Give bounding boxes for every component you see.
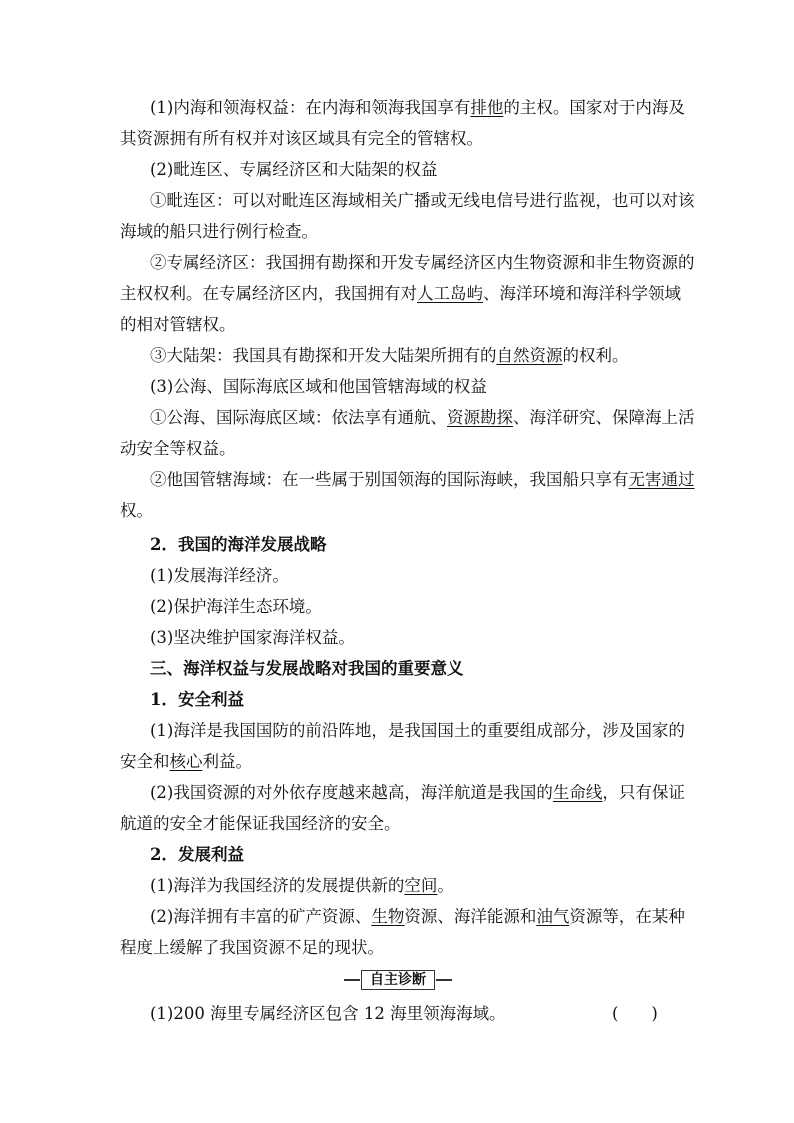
text-run: (2)保护海洋生态环境。 xyxy=(150,597,322,616)
text-run: ①毗连区：可以对毗连区海域相关广播或无线电信号进行监视，也可以对该 xyxy=(150,191,695,210)
answer-blank: ( ) xyxy=(612,1004,658,1023)
text-run: 的相对管辖权。 xyxy=(120,315,236,334)
text-run: 2．我国的海洋发展战略 xyxy=(150,535,327,554)
text-line xyxy=(120,129,680,149)
text-run: 的权利。 xyxy=(562,346,629,365)
section-heading xyxy=(150,845,710,865)
text-run: ，只有保证 xyxy=(602,783,685,802)
text-run: 三、海洋权益与发展战略对我国的重要意义 xyxy=(150,659,464,678)
underlined-term: 无害通过 xyxy=(628,470,695,489)
text-line xyxy=(150,876,710,896)
text-line xyxy=(150,346,710,366)
text-run: 、海洋研究、保障海上活 xyxy=(513,408,695,427)
underlined-term: 生物 xyxy=(371,907,405,926)
text-run: (2)海洋拥有丰富的矿产资源、 xyxy=(150,907,372,926)
underlined-term: 空间 xyxy=(404,876,438,895)
text-run: 。 xyxy=(437,876,454,895)
section-heading xyxy=(150,659,710,679)
text-line xyxy=(150,408,710,428)
text-run: ③大陆架：我国具有勘探和开发大陆架所拥有的 xyxy=(150,346,497,365)
text-line xyxy=(150,907,710,927)
badge-right-rule xyxy=(436,979,452,981)
badge-label: 自主诊断 xyxy=(361,970,435,990)
underlined-term: 排他 xyxy=(470,98,504,117)
text-line xyxy=(150,470,710,490)
text-run: 1．安全利益 xyxy=(150,690,244,709)
text-run: 其资源拥有所有权并对该区域具有完全的管辖权。 xyxy=(120,129,483,148)
text-run: 权。 xyxy=(120,501,153,520)
text-run: (1)内海和领海权益：在内海和领海我国享有 xyxy=(150,98,471,117)
text-line xyxy=(150,377,710,397)
underlined-term: 自然资源 xyxy=(496,346,563,365)
text-run: (1)海洋为我国经济的发展提供新的 xyxy=(150,876,405,895)
text-run: (1)海洋是我国国防的前沿阵地，是我国国土的重要组成部分，涉及国家的 xyxy=(150,721,685,740)
text-run: (2)我国资源的对外依存度越来越高，海洋航道是我国的 xyxy=(150,783,553,802)
underlined-term: 资源勘探 xyxy=(447,408,513,427)
text-run: (3)公海、国际海底区域和他国管辖海域的权益 xyxy=(150,377,487,396)
text-line xyxy=(120,284,680,304)
text-run: 利益。 xyxy=(202,752,252,771)
section-heading xyxy=(150,535,710,555)
text-line xyxy=(120,814,680,834)
text-run: 2．发展利益 xyxy=(150,845,244,864)
text-run: 程度上缓解了我国资源不足的现状。 xyxy=(120,938,384,957)
text-run: ②专属经济区：我国拥有勘探和开发专属经济区内生物资源和非生物资源的 xyxy=(150,253,695,272)
text-line xyxy=(150,191,710,211)
text-run: ②他国管辖海域：在一些属于别国领海的国际海峡，我国船只享有 xyxy=(150,470,629,489)
text-line xyxy=(120,222,680,242)
section-heading xyxy=(150,690,710,710)
text-run: 资源、海洋能源和 xyxy=(404,907,537,926)
text-line xyxy=(120,439,680,459)
self-diagnosis-badge xyxy=(344,970,452,990)
text-line xyxy=(150,566,710,586)
badge-left-rule xyxy=(344,979,360,981)
text-run: 、海洋环境和海洋科学领域 xyxy=(483,284,681,303)
text-run: 的主权。国家对于内海及 xyxy=(503,98,685,117)
text-run: (2)毗连区、专属经济区和大陆架的权益 xyxy=(150,160,438,179)
text-line xyxy=(150,628,710,648)
text-run: ①公海、国际海底区域：依法享有通航、 xyxy=(150,408,447,427)
text-line xyxy=(150,160,710,180)
text-line xyxy=(150,783,710,803)
text-run: 海域的船只进行例行检查。 xyxy=(120,222,318,241)
text-line xyxy=(150,597,710,617)
underlined-term: 生命线 xyxy=(552,783,603,802)
text-run: 资源等，在某种 xyxy=(569,907,685,926)
text-run: 主权权利。在专属经济区内，我国拥有对 xyxy=(120,284,417,303)
text-line xyxy=(120,752,680,772)
underlined-term: 人工岛屿 xyxy=(417,284,483,303)
text-line xyxy=(150,253,710,273)
text-run: (1)发展海洋经济。 xyxy=(150,566,289,585)
text-line xyxy=(120,501,680,521)
text-run: (3)坚决维护国家海洋权益。 xyxy=(150,628,355,647)
text-run: 航道的安全才能保证我国经济的安全。 xyxy=(120,814,401,833)
underlined-term: 核心 xyxy=(169,752,203,771)
text-run: 安全和 xyxy=(120,752,170,771)
text-line xyxy=(150,98,710,118)
text-line xyxy=(150,721,710,741)
text-run: 动安全等权益。 xyxy=(120,439,236,458)
text-line xyxy=(120,315,680,335)
text-line xyxy=(120,938,680,958)
underlined-term: 油气 xyxy=(536,907,570,926)
text-run: (1)200 海里专属经济区包含 12 海里领海海域。 xyxy=(150,1004,506,1023)
